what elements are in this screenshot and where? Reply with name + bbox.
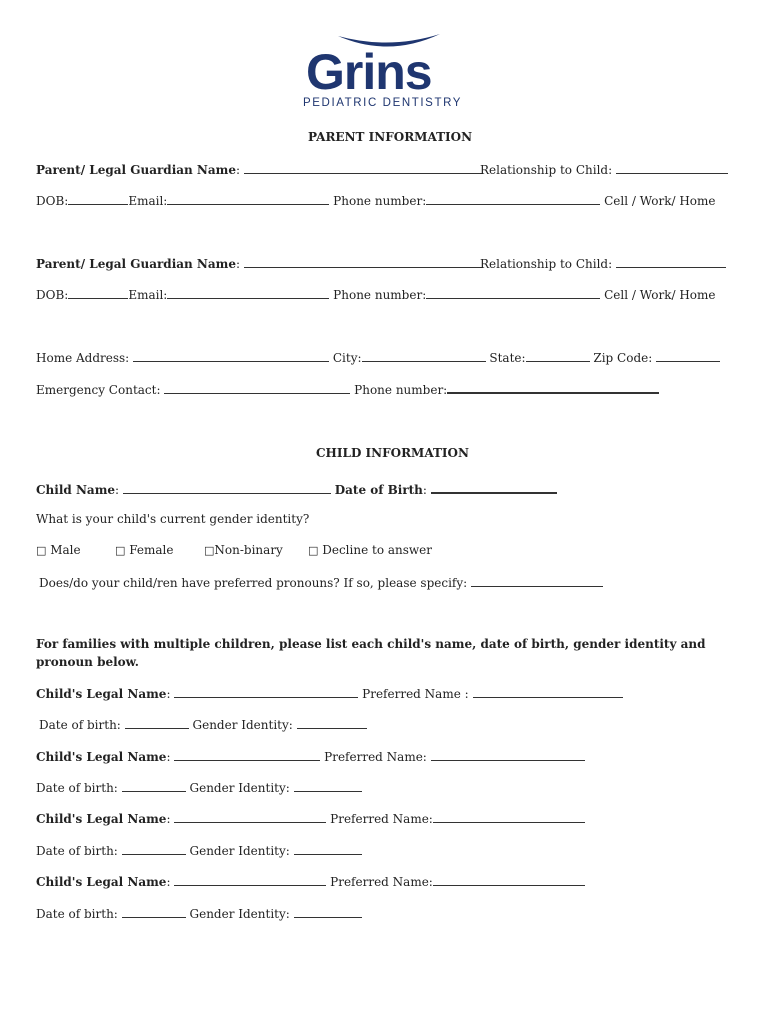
child-2-dob-row <box>36 780 362 795</box>
emergency-phone-label: Phone number: <box>354 383 448 397</box>
preferred-name-label: Preferred Name : <box>362 687 469 701</box>
guardian-2-name-row: Parent/ Legal Guardian Name: <box>36 256 482 271</box>
relationship-label: Relationship to Child: <box>480 163 613 177</box>
child-dob-field[interactable] <box>431 481 557 494</box>
emergency-row <box>36 381 659 397</box>
child-1-dob-field[interactable] <box>125 717 189 729</box>
dob-label: Date of birth: <box>39 718 121 732</box>
phone-label: Phone number: <box>333 288 427 302</box>
emergency-contact-label: Emergency Contact: <box>36 383 161 397</box>
gender-identity-label: Gender Identity: <box>189 844 290 858</box>
guardian-2-relationship-field[interactable] <box>616 256 726 268</box>
guardian-1-relationship-row <box>480 162 728 177</box>
dob-label: Date of birth: <box>36 907 118 921</box>
email-label: Email: <box>128 288 168 302</box>
guardian-1-contact-row <box>36 193 716 208</box>
child-4-dob-row <box>36 906 362 921</box>
dob-label: Date of birth: <box>36 844 118 858</box>
gender-option-decline[interactable]: □ Decline to answer <box>308 543 433 557</box>
child-3-gender-field[interactable] <box>294 843 362 855</box>
child-3-name-row: Child's Legal Name: Preferred Name: <box>36 811 585 826</box>
guardian-1-relationship-field[interactable] <box>616 162 728 174</box>
guardian-2-name-field[interactable] <box>244 256 482 268</box>
phone-type-label: Cell / Work/ Home <box>604 194 716 208</box>
pronoun-question: Does/do your child/ren have preferred pronouns? If so, please specify: <box>39 576 468 590</box>
multi-children-intro-line1: For families with multiple children, please list each child's name, date of birth, gender identity and <box>36 637 706 651</box>
email-label: Email: <box>128 194 168 208</box>
home-address-field[interactable] <box>133 350 329 362</box>
home-address-label: Home Address: <box>36 351 130 365</box>
emergency-contact-field[interactable] <box>164 382 350 394</box>
dob-label: DOB: <box>36 288 69 302</box>
multi-children-intro-line2: pronoun below. <box>36 655 139 669</box>
child-name-field[interactable] <box>123 482 331 494</box>
preferred-name-label: Preferred Name: <box>324 750 427 764</box>
child-name-row: Child Name: Date of Birth: <box>36 481 557 497</box>
state-label: State: <box>489 351 526 365</box>
child-4-gender-field[interactable] <box>294 906 362 918</box>
child-2-legal-name-field[interactable] <box>174 749 320 761</box>
preferred-name-label: Preferred Name: <box>330 812 433 826</box>
legal-name-label: Child's Legal Name <box>36 750 167 764</box>
child-1-preferred-name-field[interactable] <box>473 686 623 698</box>
guardian-1-phone-field[interactable] <box>426 193 600 205</box>
child-name-label: Child Name <box>36 483 116 497</box>
checkbox-icon[interactable]: □ <box>308 544 319 557</box>
zip-label: Zip Code: <box>593 351 653 365</box>
legal-name-label: Child's Legal Name <box>36 875 167 889</box>
child-3-preferred-name-field[interactable] <box>433 811 585 823</box>
guardian-2-contact-row <box>36 287 716 302</box>
gender-option-female[interactable]: □ Female <box>115 543 174 557</box>
child-4-name-row: Child's Legal Name: Preferred Name: <box>36 874 585 889</box>
child-info-heading: CHILD INFORMATION <box>316 446 469 460</box>
emergency-phone-field[interactable] <box>447 381 659 394</box>
guardian-1-email-field[interactable] <box>167 193 329 205</box>
gender-identity-label: Gender Identity: <box>189 907 290 921</box>
gender-identity-label: Gender Identity: <box>189 781 290 795</box>
gender-option-non-binary[interactable]: □Non-binary <box>204 543 283 557</box>
child-1-dob-row <box>39 717 367 732</box>
logo-wordmark: Grins <box>306 44 432 100</box>
guardian-2-dob-field[interactable] <box>68 287 128 299</box>
child-4-legal-name-field[interactable] <box>174 874 326 886</box>
phone-type-label: Cell / Work/ Home <box>604 288 716 302</box>
checkbox-icon[interactable]: □ <box>36 544 47 557</box>
child-4-preferred-name-field[interactable] <box>433 874 585 886</box>
guardian-2-email-field[interactable] <box>167 287 329 299</box>
guardian-name-label: Parent/ Legal Guardian Name <box>36 163 237 177</box>
guardian-2-relationship-row <box>480 256 726 271</box>
checkbox-icon[interactable]: □ <box>115 544 126 557</box>
pronoun-field[interactable] <box>471 575 603 587</box>
child-4-dob-field[interactable] <box>122 906 186 918</box>
gender-option-male[interactable]: □ Male <box>36 543 81 557</box>
phone-label: Phone number: <box>333 194 427 208</box>
parent-info-heading: PARENT INFORMATION <box>308 130 473 144</box>
child-2-preferred-name-field[interactable] <box>431 749 585 761</box>
child-3-dob-row <box>36 843 362 858</box>
legal-name-label: Child's Legal Name <box>36 687 167 701</box>
checkbox-icon[interactable]: □ <box>204 544 215 557</box>
pronoun-row <box>39 575 603 590</box>
dob-label: DOB: <box>36 194 69 208</box>
dob-label: Date of birth: <box>36 781 118 795</box>
child-dob-label: Date of Birth <box>334 483 423 497</box>
guardian-name-label: Parent/ Legal Guardian Name <box>36 257 237 271</box>
legal-name-label: Child's Legal Name <box>36 812 167 826</box>
child-1-gender-field[interactable] <box>297 717 367 729</box>
gender-question: What is your child's current gender identity? <box>36 512 310 526</box>
city-field[interactable] <box>362 350 486 362</box>
child-3-dob-field[interactable] <box>122 843 186 855</box>
city-label: City: <box>332 351 362 365</box>
guardian-1-dob-field[interactable] <box>68 193 128 205</box>
child-2-dob-field[interactable] <box>122 780 186 792</box>
state-field[interactable] <box>526 350 590 362</box>
relationship-label: Relationship to Child: <box>480 257 613 271</box>
child-3-legal-name-field[interactable] <box>174 811 326 823</box>
grins-logo <box>300 32 470 112</box>
guardian-2-phone-field[interactable] <box>426 287 600 299</box>
logo-subtitle: PEDIATRIC DENTISTRY <box>303 97 463 109</box>
preferred-name-label: Preferred Name: <box>330 875 433 889</box>
gender-identity-label: Gender Identity: <box>192 718 293 732</box>
child-1-name-row: Child's Legal Name: Preferred Name : <box>36 686 623 701</box>
address-row <box>36 350 720 365</box>
child-1-legal-name-field[interactable] <box>174 686 358 698</box>
guardian-1-name-field[interactable] <box>244 162 482 174</box>
child-2-name-row: Child's Legal Name: Preferred Name: <box>36 749 585 764</box>
child-2-gender-field[interactable] <box>294 780 362 792</box>
zip-field[interactable] <box>656 350 720 362</box>
guardian-1-name-row: Parent/ Legal Guardian Name: <box>36 162 482 177</box>
